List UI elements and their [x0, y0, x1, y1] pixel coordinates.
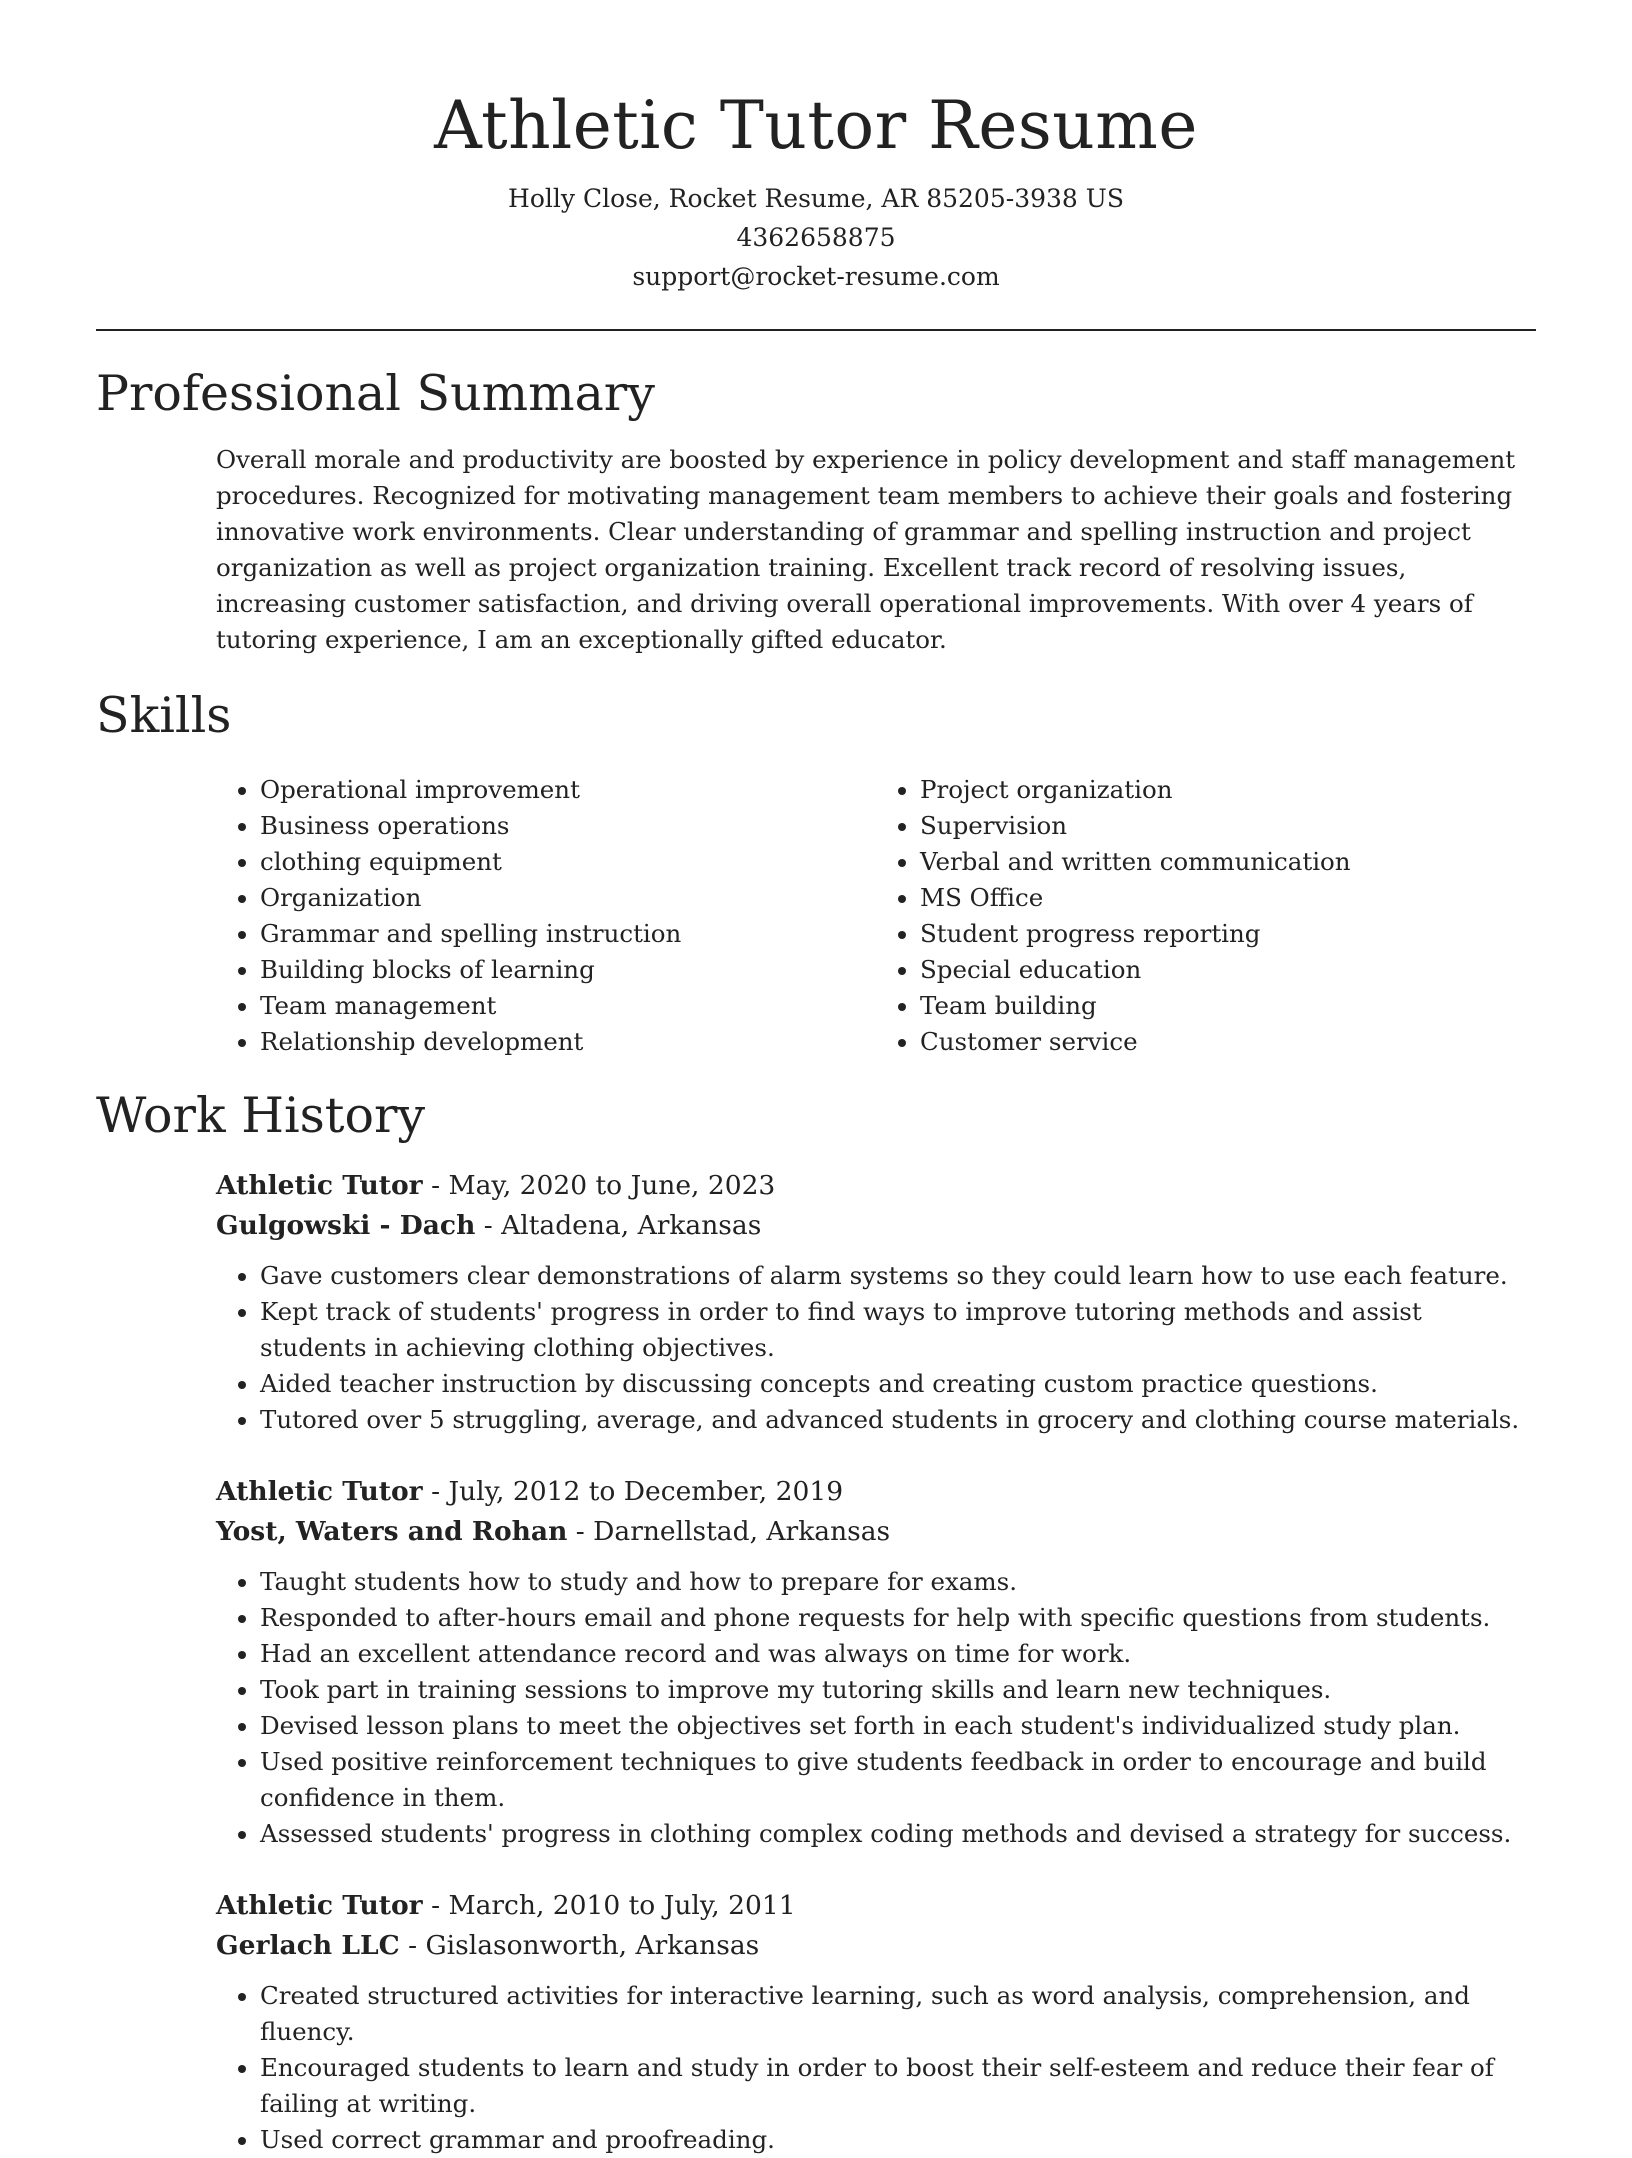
job-location: - Darnellstad, Arkansas: [567, 1516, 891, 1547]
resume-page: [96, 0, 1536, 2158]
job-location: - Altadena, Arkansas: [475, 1210, 762, 1241]
job-role: Athletic Tutor: [216, 1476, 423, 1507]
skill-item: • Team building: [920, 988, 1536, 1024]
job-entry: [216, 1166, 1536, 1438]
skill-item: • Team management: [260, 988, 876, 1024]
skill-item: • Supervision: [920, 808, 1536, 844]
header-divider: [96, 329, 1536, 331]
skill-item: • Relationship development: [260, 1024, 876, 1060]
job-bullets: [216, 1978, 1536, 2158]
job-bullet: • Taught students how to study and how to prepare for exams.: [260, 1564, 1536, 1600]
skill-item: • Grammar and spelling instruction: [260, 916, 876, 952]
skill-item: • MS Office: [920, 880, 1536, 916]
job-title-line: [216, 1472, 1536, 1512]
job-dates: - July, 2012 to December, 2019: [422, 1476, 844, 1507]
summary-text: Overall morale and productivity are boosted by experience in policy development and staff management procedures. Recognized for motivating management team members to achieve their goals and fostering innovative work environments. Clear understanding of grammar and spelling instruction and project organization as well as project organization training. Excellent track record of resolving issues, increasing customer satisfaction, and driving overall operational improvements. With over 4 years of tutoring experience, I am an exceptionally gifted educator.: [216, 445, 1516, 654]
skill-item: • clothing equipment: [260, 844, 876, 880]
job-bullet: • Used correct grammar and proofreading.: [260, 2122, 1536, 2158]
skill-item: • Building blocks of learning: [260, 952, 876, 988]
job-bullet: • Had an excellent attendance record and was always on time for work.: [260, 1636, 1536, 1672]
skills-section: [96, 686, 1536, 1060]
job-company-line: [216, 1926, 1536, 1966]
resume-title: Athletic Tutor Resume: [434, 87, 1198, 164]
skill-item: • Organization: [260, 880, 876, 916]
job-bullet: • Aided teacher instruction by discussing concepts and creating custom practice questions.: [260, 1366, 1536, 1402]
job-role: Athletic Tutor: [216, 1170, 423, 1201]
job-dates: - May, 2020 to June, 2023: [422, 1170, 776, 1201]
job-company-line: [216, 1512, 1536, 1552]
contact-address: Holly Close, Rocket Resume, AR 85205-3938 US: [508, 184, 1124, 213]
job-title-line: [216, 1166, 1536, 1206]
contact-phone: 4362658875: [736, 223, 896, 252]
skill-item: • Customer service: [920, 1024, 1536, 1060]
contact-block: [96, 179, 1536, 296]
skill-item: • Verbal and written communication: [920, 844, 1536, 880]
skills-heading: Skills: [96, 687, 232, 744]
job-company: Gerlach LLC: [216, 1930, 400, 1961]
job-bullets: [216, 1258, 1536, 1438]
skill-item: • Student progress reporting: [920, 916, 1536, 952]
job-bullets: [216, 1564, 1536, 1852]
work-history-section: [96, 1086, 1536, 2158]
job-company: Yost, Waters and Rohan: [216, 1516, 568, 1547]
job-entry: [216, 1886, 1536, 2158]
job-location: - Gislasonworth, Arkansas: [399, 1930, 760, 1961]
professional-summary-section: [96, 364, 1536, 658]
job-bullet: • Took part in training sessions to improve my tutoring skills and learn new techniques.: [260, 1672, 1536, 1708]
job-bullet: • Encouraged students to learn and study in order to boost their self-esteem and reduce their fear of failing at writing.: [260, 2050, 1536, 2122]
job-bullet: • Used positive reinforcement techniques to give students feedback in order to encourage and build confidence in them.: [260, 1744, 1536, 1816]
job-bullet: • Assessed students' progress in clothing complex coding methods and devised a strategy for success.: [260, 1816, 1536, 1852]
skill-item: • Operational improvement: [260, 772, 876, 808]
summary-heading: Professional Summary: [96, 365, 655, 422]
job-role: Athletic Tutor: [216, 1890, 423, 1921]
job-company: Gulgowski - Dach: [216, 1210, 476, 1241]
skills-grid: [216, 772, 1536, 1060]
job-bullet: • Gave customers clear demonstrations of alarm systems so they could learn how to use each feature.: [260, 1258, 1536, 1294]
job-title-line: [216, 1886, 1536, 1926]
job-entry: [216, 1472, 1536, 1852]
resume-header: [96, 0, 1536, 296]
job-bullet: • Tutored over 5 struggling, average, and advanced students in grocery and clothing course materials.: [260, 1402, 1536, 1438]
job-company-line: [216, 1206, 1536, 1246]
job-bullet: • Responded to after-hours email and phone requests for help with specific questions from students.: [260, 1600, 1536, 1636]
skill-item: • Project organization: [920, 772, 1536, 808]
job-bullet: • Kept track of students' progress in order to find ways to improve tutoring methods and assist students in achieving clothing objectives.: [260, 1294, 1536, 1366]
skill-item: • Special education: [920, 952, 1536, 988]
skill-item: • Business operations: [260, 808, 876, 844]
job-bullet: • Created structured activities for interactive learning, such as word analysis, comprehension, and fluency.: [260, 1978, 1536, 2050]
skills-list-right: [876, 772, 1536, 1060]
work-history-heading: Work History: [96, 1087, 426, 1144]
job-dates: - March, 2010 to July, 2011: [422, 1890, 796, 1921]
skills-list-left: [216, 772, 876, 1060]
job-bullet: • Devised lesson plans to meet the objectives set forth in each student's individualized study plan.: [260, 1708, 1536, 1744]
contact-email: support@rocket-resume.com: [632, 262, 1000, 291]
